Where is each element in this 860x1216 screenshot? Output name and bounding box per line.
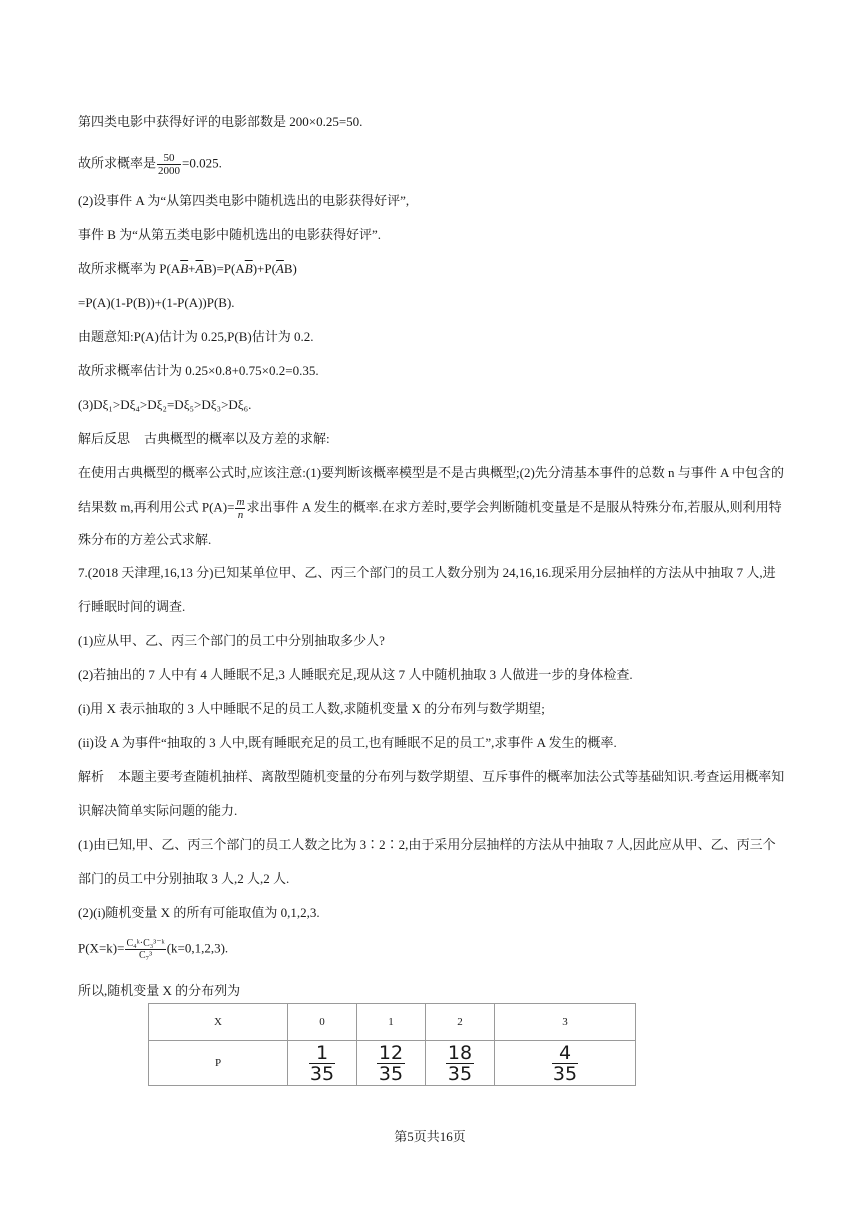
fraction-denominator: C₇³ [138,950,153,961]
fraction-denominator: 35 [309,1062,335,1085]
text-line: (2)设事件 A 为“从第四类电影中随机选出的电影获得好评”, [78,193,410,208]
fraction-numerator: 4 [552,1043,578,1064]
text-line: =P(A)(1-P(B))+(1-P(A))P(B). [78,295,235,310]
page-footer: 第5页共16页 [394,1129,466,1144]
fraction [157,152,181,177]
text-line: (i)用 X 表示抽取的 3 人中睡眠不足的员工人数,求随机变量 X 的分布列与数学期望; [78,701,545,716]
text-line: 识解决简单实际问题的能力. [78,803,238,818]
fraction-numerator: 50 [157,152,181,165]
fraction-denominator: 35 [552,1062,578,1085]
text-line [78,496,782,521]
fraction [309,1043,335,1084]
text-line: 部门的员工中分别抽取 3 人,2 人,2 人. [78,871,290,886]
table-cell: 3 [495,1004,636,1041]
table-header-cell: X [149,1004,288,1041]
text-line: (2)(i)随机变量 X 的所有可能取值为 0,1,2,3. [78,905,320,920]
text-span: =0.025. [182,155,222,171]
fraction-numerator: 18 [447,1041,473,1064]
table-row [149,1041,636,1086]
table-cell [288,1041,357,1086]
text-line: 由题意知:P(A)估计为 0.25,P(B)估计为 0.2. [78,329,314,344]
text-line: (1)由已知,甲、乙、丙三个部门的员工人数之比为 3∶2∶2,由于采用分层抽样的方法从中抽取 7 人,因此应从甲、乙、丙三个 [78,837,776,852]
text-span: )+P( [252,261,276,276]
text-line [78,768,784,786]
text-span: + [188,261,196,276]
text-line: (1)应从甲、乙、丙三个部门的员工中分别抽取多少人? [78,633,385,648]
text-line: 故所求概率估计为 0.25×0.8+0.75×0.2=0.35. [78,363,319,378]
complement-symbol: $\overline{A}$ [275,261,284,276]
text-span: 本题主要考查随机抽样、离散型随机变量的分布列与数学期望、互斥事件的概率加法公式等基础知识.考查运用概率知 [118,769,785,784]
fraction [125,938,165,961]
text-span: B)=P(A [203,261,245,276]
text-span: 古典概型的概率以及方差的求解: [144,431,330,446]
complement-symbol: $\overline{B}$ [180,261,189,276]
text-line: (3)Dξ₁>Dξ₄>Dξ₂=Dξ₅>Dξ₃>Dξ₆. [78,397,252,412]
text-span: 求出事件 A 发生的概率.在求方差时,要学会判断随机变量是不是服从特殊分布,若服从,则利用特 [246,499,782,515]
fraction-numerator: 1 [309,1043,335,1064]
text-line: (ii)设 A 为事件“抽取的 3 人中,既有睡眠充足的员工,也有睡眠不足的员工”,求事件 A 发生的概率. [78,735,617,750]
text-line [78,938,228,961]
text-line [78,260,297,278]
text-span: B) [283,261,297,276]
fraction-numerator: m [236,496,245,508]
fraction-numerator: C₄ᵏ·C₃³⁻ᵏ [126,938,165,949]
fraction-numerator: 12 [378,1041,404,1064]
table-row [149,1004,636,1041]
text-span: 结果数 m,再利用公式 P(A)= [78,499,235,515]
text-line: 7.(2018 天津理,16,13 分)已知某单位甲、乙、丙三个部门的员工人数分别为 24,16,16.现采用分层抽样的方法从中抽取 7 人,进 [78,565,776,580]
fraction [235,496,245,521]
fraction [446,1043,474,1084]
fraction [552,1043,578,1084]
text-line: 行睡眠时间的调查. [78,599,186,614]
text-span: 故所求概率是 [78,155,157,171]
fraction-denominator: 35 [378,1062,404,1085]
table-cell [357,1041,426,1086]
table-cell: 2 [426,1004,495,1041]
table-cell [426,1041,495,1086]
fraction-denominator: 35 [447,1062,473,1085]
table-cell: 1 [357,1004,426,1041]
text-line: 殊分布的方差公式求解. [78,532,212,547]
text-line: (2)若抽出的 7 人中有 4 人睡眠不足,3 人睡眠充足,现从这 7 人中随机抽取 3 人做进一步的身体检查. [78,667,633,682]
distribution-table [148,1003,636,1086]
section-label: 解后反思 [78,431,131,446]
text-span: P(X=k)= [78,940,125,956]
table-cell: 0 [288,1004,357,1041]
fraction-denominator: n [237,509,244,521]
text-line [78,152,222,177]
text-line: 所以,随机变量 X 的分布列为 [78,983,241,998]
fraction-denominator: 2000 [158,165,181,177]
text-line [78,430,330,448]
table-header-cell: P [149,1041,288,1086]
section-label: 解析 [78,769,105,784]
complement-symbol: $\overline{A}$ [195,261,204,276]
table-cell [495,1041,636,1086]
complement-symbol: $\overline{B}$ [244,261,253,276]
text-span: 故所求概率为 P(A [78,261,181,276]
text-line: 第四类电影中获得好评的电影部数是 200×0.25=50. [78,114,363,129]
fraction [377,1043,405,1084]
text-line: 事件 B 为“从第五类电影中随机选出的电影获得好评”. [78,227,381,242]
text-line: 在使用古典概型的概率公式时,应该注意:(1)要判断该概率模型是不是古典概型;(2)先分清基本事件的总数 n 与事件 A 中包含的 [78,465,784,480]
text-span: (k=0,1,2,3). [166,940,229,956]
